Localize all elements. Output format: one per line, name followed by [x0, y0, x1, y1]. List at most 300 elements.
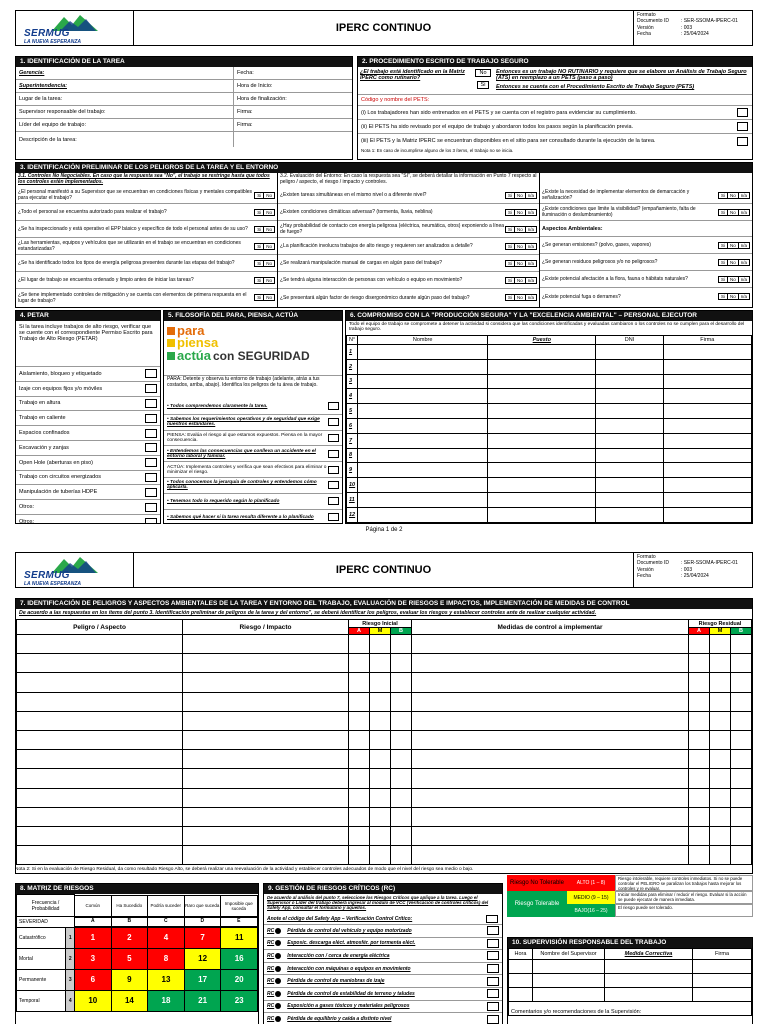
hazard-cell[interactable] — [183, 788, 349, 807]
commitment-cell[interactable] — [358, 463, 488, 478]
commitment-cell[interactable] — [358, 433, 488, 448]
commitment-cell[interactable] — [596, 478, 663, 493]
hazard-cell[interactable] — [17, 750, 183, 769]
commitment-cell[interactable] — [358, 389, 488, 404]
no-option[interactable]: No — [263, 192, 275, 199]
hazard-cell[interactable] — [17, 654, 183, 673]
hazard-cell[interactable] — [183, 807, 349, 826]
critical-risk-checkbox[interactable] — [487, 939, 499, 948]
no-option[interactable]: No — [263, 277, 275, 284]
si-option[interactable]: Si — [718, 192, 728, 199]
si-no-options[interactable] — [255, 294, 275, 301]
hazard-cell[interactable] — [17, 846, 183, 865]
hazard-cell[interactable] — [710, 673, 731, 692]
rc-code: RC — [267, 1016, 275, 1023]
petar-checkbox[interactable] — [145, 503, 157, 512]
philosophy-checkbox[interactable] — [328, 497, 339, 505]
hazard-cell[interactable] — [412, 826, 689, 845]
commitment-cell[interactable] — [596, 374, 663, 389]
hazard-cell[interactable] — [412, 673, 689, 692]
no-option[interactable]: No — [514, 277, 526, 284]
hazard-cell[interactable] — [370, 730, 391, 749]
si-option[interactable]: Si — [254, 226, 264, 233]
hazard-cell[interactable] — [17, 788, 183, 807]
hazard-cell[interactable] — [412, 711, 689, 730]
hazard-cell[interactable] — [370, 769, 391, 788]
routine-si-option[interactable]: Si — [477, 81, 490, 89]
hazard-cell[interactable] — [183, 692, 349, 711]
no-option[interactable]: No — [727, 192, 739, 199]
hazard-cell[interactable] — [370, 654, 391, 673]
si-option[interactable]: Si — [718, 209, 728, 216]
task-field-row[interactable] — [16, 80, 352, 93]
commitment-cell[interactable] — [358, 418, 488, 433]
supervision-comments[interactable]: Comentarios y/o recomendaciones de la Supervisión: — [509, 1002, 752, 1016]
commitment-cell[interactable] — [596, 448, 663, 463]
petar-checkbox[interactable] — [145, 518, 157, 524]
hazard-row[interactable] — [17, 826, 752, 845]
si-no-options[interactable] — [719, 242, 750, 249]
hazard-cell[interactable] — [689, 635, 710, 654]
commitment-cell[interactable] — [358, 359, 488, 374]
hazard-cell[interactable] — [710, 711, 731, 730]
na-option[interactable]: n/a — [738, 192, 750, 199]
hazard-cell[interactable] — [183, 673, 349, 692]
commitment-cell[interactable] — [663, 463, 751, 478]
task-field-row[interactable] — [16, 119, 352, 132]
commitment-cell[interactable] — [488, 463, 596, 478]
hazard-cell[interactable] — [349, 692, 370, 711]
commitment-cell[interactable] — [488, 345, 596, 360]
hazard-cell[interactable] — [349, 654, 370, 673]
no-option[interactable]: No — [727, 276, 739, 283]
hazard-cell[interactable] — [710, 635, 731, 654]
pets-checkbox[interactable] — [737, 122, 748, 131]
hazard-cell[interactable] — [689, 692, 710, 711]
task-field-row[interactable] — [16, 132, 352, 147]
hazard-cell[interactable] — [412, 750, 689, 769]
critical-risk-checkbox[interactable] — [487, 977, 499, 986]
hazard-row[interactable] — [17, 673, 752, 692]
hazard-row[interactable] — [17, 750, 752, 769]
hazard-cell[interactable] — [183, 846, 349, 865]
no-option[interactable]: No — [263, 260, 275, 267]
routine-no-option[interactable]: No — [475, 69, 490, 77]
si-no-options[interactable] — [506, 226, 537, 233]
hazard-cell[interactable] — [731, 750, 752, 769]
commitment-cell[interactable] — [663, 433, 751, 448]
hazard-cell[interactable] — [391, 788, 412, 807]
hazard-cell[interactable] — [731, 635, 752, 654]
commitment-row[interactable] — [347, 433, 752, 448]
si-option[interactable]: Si — [505, 192, 515, 199]
hazard-cell[interactable] — [731, 654, 752, 673]
commitment-cell[interactable] — [488, 389, 596, 404]
commitment-cell[interactable] — [488, 433, 596, 448]
hazard-row[interactable] — [17, 711, 752, 730]
si-option[interactable]: Si — [718, 276, 728, 283]
hazard-row[interactable] — [17, 654, 752, 673]
hazard-row[interactable] — [17, 846, 752, 865]
hazard-row[interactable] — [17, 692, 752, 711]
na-option[interactable]: n/a — [525, 243, 537, 250]
na-option[interactable]: n/a — [738, 259, 750, 266]
petar-checkbox[interactable] — [145, 473, 157, 482]
si-option[interactable]: Si — [505, 294, 515, 301]
hazard-row[interactable] — [17, 788, 752, 807]
hazard-cell[interactable] — [391, 673, 412, 692]
si-no-options[interactable] — [506, 260, 537, 267]
no-option[interactable]: No — [514, 192, 526, 199]
hazard-cell[interactable] — [17, 826, 183, 845]
hazard-cell[interactable] — [412, 730, 689, 749]
si-option[interactable]: Si — [505, 277, 515, 284]
hazard-cell[interactable] — [391, 711, 412, 730]
si-no-options[interactable] — [255, 260, 275, 267]
hazard-cell[interactable] — [391, 692, 412, 711]
no-option[interactable]: No — [727, 293, 739, 300]
hazard-cell[interactable] — [349, 788, 370, 807]
petar-checkbox[interactable] — [145, 384, 157, 393]
si-option[interactable]: Si — [254, 277, 264, 284]
hazard-cell[interactable] — [349, 807, 370, 826]
hazard-cell[interactable] — [710, 807, 731, 826]
hazard-cell[interactable] — [349, 673, 370, 692]
hazard-cell[interactable] — [689, 750, 710, 769]
no-option[interactable]: No — [263, 294, 275, 301]
commitment-cell[interactable] — [358, 448, 488, 463]
hazard-cell[interactable] — [689, 788, 710, 807]
hazard-cell[interactable] — [689, 846, 710, 865]
si-no-options[interactable] — [506, 277, 537, 284]
hazard-cell[interactable] — [689, 769, 710, 788]
commitment-row[interactable] — [347, 345, 752, 360]
si-option[interactable]: Si — [718, 259, 728, 266]
philosophy-checkbox[interactable] — [328, 513, 339, 521]
si-option[interactable]: Si — [254, 209, 264, 216]
na-option[interactable]: n/a — [525, 192, 537, 199]
hazard-cell[interactable] — [710, 769, 731, 788]
commitment-cell[interactable] — [663, 492, 751, 507]
safety-app-code-box[interactable] — [486, 915, 498, 923]
hazard-cell[interactable] — [391, 846, 412, 865]
si-option[interactable]: Si — [254, 192, 264, 199]
commitment-cell[interactable] — [596, 389, 663, 404]
commitment-row[interactable] — [347, 478, 752, 493]
si-no-options[interactable] — [719, 209, 750, 216]
commitment-cell[interactable] — [358, 478, 488, 493]
hazard-cell[interactable] — [689, 807, 710, 826]
si-option[interactable]: Si — [505, 226, 515, 233]
hazard-cell[interactable] — [710, 788, 731, 807]
hazard-cell[interactable] — [370, 788, 391, 807]
si-option[interactable]: Si — [505, 243, 515, 250]
si-no-options[interactable] — [719, 192, 750, 199]
hazard-cell[interactable] — [731, 730, 752, 749]
commitment-cell[interactable] — [488, 374, 596, 389]
commitment-row[interactable] — [347, 374, 752, 389]
hazard-cell[interactable] — [731, 788, 752, 807]
hazard-cell[interactable] — [391, 730, 412, 749]
commitment-cell[interactable] — [596, 507, 663, 522]
hazard-cell[interactable] — [183, 730, 349, 749]
hazard-cell[interactable] — [17, 730, 183, 749]
no-option[interactable]: No — [727, 242, 739, 249]
critical-risk-checkbox[interactable] — [487, 926, 499, 935]
commitment-cell[interactable] — [663, 448, 751, 463]
commitment-cell[interactable] — [596, 492, 663, 507]
commitment-cell[interactable] — [596, 359, 663, 374]
no-option[interactable]: No — [727, 209, 739, 216]
hazard-cell[interactable] — [17, 769, 183, 788]
task-field-row[interactable] — [16, 67, 352, 80]
commitment-cell[interactable] — [358, 492, 488, 507]
hazard-cell[interactable] — [370, 711, 391, 730]
commitment-cell[interactable] — [488, 448, 596, 463]
petar-checkbox[interactable] — [145, 429, 157, 438]
si-no-options[interactable] — [719, 259, 750, 266]
si-option[interactable]: Si — [254, 294, 264, 301]
si-no-options[interactable] — [506, 294, 537, 301]
si-option[interactable]: Si — [718, 242, 728, 249]
hazard-cell[interactable] — [391, 769, 412, 788]
petar-checkbox[interactable] — [145, 369, 157, 378]
commitment-cell[interactable] — [358, 345, 488, 360]
na-option[interactable]: n/a — [738, 293, 750, 300]
hazard-cell[interactable] — [370, 673, 391, 692]
hazard-cell[interactable] — [710, 846, 731, 865]
hazard-row[interactable] — [17, 807, 752, 826]
hazard-cell[interactable] — [391, 635, 412, 654]
si-option[interactable]: Si — [505, 209, 515, 216]
si-no-options[interactable] — [255, 277, 275, 284]
commitment-cell[interactable] — [663, 404, 751, 419]
commitment-cell[interactable] — [488, 359, 596, 374]
hazard-cell[interactable] — [689, 711, 710, 730]
si-no-options[interactable] — [255, 226, 275, 233]
hazard-cell[interactable] — [370, 692, 391, 711]
commitment-cell[interactable] — [358, 507, 488, 522]
hazard-cell[interactable] — [710, 730, 731, 749]
si-no-options[interactable] — [255, 243, 275, 250]
no-option[interactable]: No — [514, 209, 526, 216]
commitment-cell[interactable] — [488, 507, 596, 522]
si-no-options[interactable] — [255, 192, 275, 199]
no-option[interactable]: No — [263, 243, 275, 250]
commitment-cell[interactable] — [488, 478, 596, 493]
hazard-cell[interactable] — [689, 826, 710, 845]
petar-checkbox[interactable] — [145, 399, 157, 408]
hazard-cell[interactable] — [17, 692, 183, 711]
no-option[interactable]: No — [514, 294, 526, 301]
si-option[interactable]: Si — [254, 260, 264, 267]
si-no-options[interactable] — [719, 276, 750, 283]
si-no-options[interactable] — [506, 209, 537, 216]
hazard-cell[interactable] — [412, 769, 689, 788]
commitment-cell[interactable] — [663, 418, 751, 433]
hazard-cell[interactable] — [349, 846, 370, 865]
critical-risk-checkbox[interactable] — [487, 1015, 499, 1024]
no-option[interactable]: No — [263, 226, 275, 233]
petar-checkbox[interactable] — [145, 443, 157, 452]
hazard-cell[interactable] — [391, 750, 412, 769]
hazard-cell[interactable] — [731, 692, 752, 711]
hazard-cell[interactable] — [731, 807, 752, 826]
philosophy-checkbox[interactable] — [328, 466, 339, 474]
hazard-cell[interactable] — [391, 654, 412, 673]
critical-risk-checkbox[interactable] — [487, 951, 499, 960]
commitment-row[interactable] — [347, 463, 752, 478]
hazard-cell[interactable] — [370, 750, 391, 769]
commitment-cell[interactable] — [488, 404, 596, 419]
task-field-row[interactable] — [16, 106, 352, 119]
si-option[interactable]: Si — [254, 243, 264, 250]
safety-app-code-row[interactable] — [264, 914, 502, 925]
critical-risk-checkbox[interactable] — [487, 1002, 499, 1011]
hazard-cell[interactable] — [731, 846, 752, 865]
commitment-row[interactable] — [347, 359, 752, 374]
si-no-options[interactable] — [506, 243, 537, 250]
petar-checkbox[interactable] — [145, 414, 157, 423]
petar-checkbox[interactable] — [145, 488, 157, 497]
commitment-cell[interactable] — [663, 507, 751, 522]
no-option[interactable]: No — [514, 243, 526, 250]
hazard-cell[interactable] — [412, 788, 689, 807]
hazard-cell[interactable] — [183, 635, 349, 654]
frequency-letter: A — [74, 917, 112, 927]
hazard-cell[interactable] — [689, 730, 710, 749]
si-no-options[interactable] — [506, 192, 537, 199]
commitment-row[interactable] — [347, 448, 752, 463]
philosophy-checkbox[interactable] — [328, 481, 339, 489]
no-option[interactable]: No — [514, 260, 526, 267]
commitment-cell[interactable] — [663, 374, 751, 389]
no-option[interactable]: No — [263, 209, 275, 216]
hazard-cell[interactable] — [17, 711, 183, 730]
hazard-cell[interactable] — [17, 673, 183, 692]
pets-checkbox[interactable] — [737, 137, 748, 146]
si-no-options[interactable] — [719, 293, 750, 300]
petar-checkbox[interactable] — [145, 458, 157, 467]
hazard-cell[interactable] — [710, 750, 731, 769]
commitment-cell[interactable] — [596, 418, 663, 433]
pets-code-row[interactable] — [358, 95, 752, 106]
philosophy-checkbox[interactable] — [328, 434, 339, 442]
na-option[interactable]: n/a — [738, 242, 750, 249]
hazard-cell[interactable] — [689, 654, 710, 673]
commitment-cell[interactable] — [596, 345, 663, 360]
si-option[interactable]: Si — [505, 260, 515, 267]
hazard-cell[interactable] — [710, 826, 731, 845]
hazard-cell[interactable] — [349, 730, 370, 749]
commitment-cell[interactable] — [596, 463, 663, 478]
hazard-cell[interactable] — [391, 826, 412, 845]
hazard-cell[interactable] — [370, 846, 391, 865]
commitment-cell[interactable] — [358, 404, 488, 419]
commitment-cell[interactable] — [663, 389, 751, 404]
legend-bajo-range: BAJO(16 – 25) — [567, 904, 615, 917]
critical-risk-checkbox[interactable] — [487, 989, 499, 998]
commitment-cell[interactable] — [488, 418, 596, 433]
hazard-cell[interactable] — [17, 807, 183, 826]
hazard-cell[interactable] — [370, 826, 391, 845]
hazard-row[interactable] — [17, 769, 752, 788]
philosophy-checkbox[interactable] — [328, 402, 339, 410]
commitment-row[interactable] — [347, 389, 752, 404]
hazard-cell[interactable] — [731, 826, 752, 845]
critical-risk-checkbox[interactable] — [487, 964, 499, 973]
commitment-cell[interactable] — [358, 374, 488, 389]
hazard-cell[interactable] — [412, 807, 689, 826]
hazard-cell[interactable] — [412, 635, 689, 654]
hazard-cell[interactable] — [731, 673, 752, 692]
hazard-cell[interactable] — [689, 673, 710, 692]
commitment-cell[interactable] — [596, 404, 663, 419]
commitment-cell[interactable] — [663, 345, 751, 360]
na-option[interactable]: n/a — [525, 260, 537, 267]
hazard-cell[interactable] — [349, 750, 370, 769]
hazard-cell[interactable] — [349, 711, 370, 730]
si-option[interactable]: Si — [718, 293, 728, 300]
legend-medio-range: MEDIO (9 – 15) — [567, 891, 615, 904]
hazard-cell[interactable] — [349, 635, 370, 654]
hazard-cell[interactable] — [370, 635, 391, 654]
task-field-row[interactable] — [16, 93, 352, 106]
commitment-row[interactable] — [347, 418, 752, 433]
commitment-cell[interactable] — [663, 478, 751, 493]
hazard-cell[interactable] — [183, 750, 349, 769]
critical-risk-label: Pérdida de control del vehículo y equipo motorizado — [287, 927, 412, 934]
hazard-cell[interactable] — [731, 769, 752, 788]
commitment-row[interactable] — [347, 507, 752, 522]
hazard-cell[interactable] — [183, 769, 349, 788]
commitment-cell[interactable] — [663, 359, 751, 374]
hazard-row[interactable] — [17, 730, 752, 749]
hazard-cell[interactable] — [710, 692, 731, 711]
hazard-cell[interactable] — [412, 692, 689, 711]
hazard-cell[interactable] — [412, 846, 689, 865]
commitment-row[interactable] — [347, 492, 752, 507]
hazard-cell[interactable] — [349, 769, 370, 788]
commitment-cell[interactable] — [596, 433, 663, 448]
hazard-row[interactable] — [17, 635, 752, 654]
philosophy-checkbox[interactable] — [328, 450, 339, 458]
hazard-cell[interactable] — [412, 654, 689, 673]
philosophy-checkbox[interactable] — [328, 418, 339, 426]
na-option[interactable]: n/a — [525, 294, 537, 301]
hazard-cell[interactable] — [391, 807, 412, 826]
na-option[interactable]: n/a — [738, 209, 750, 216]
no-option[interactable]: No — [727, 259, 739, 266]
hazard-cell[interactable] — [370, 807, 391, 826]
hazard-cell[interactable] — [710, 654, 731, 673]
commitment-cell[interactable] — [488, 492, 596, 507]
no-option[interactable]: No — [514, 226, 526, 233]
hazard-cell[interactable] — [349, 826, 370, 845]
na-option[interactable]: n/a — [525, 209, 537, 216]
na-option[interactable]: n/a — [525, 226, 537, 233]
si-no-options[interactable] — [255, 209, 275, 216]
commitment-row[interactable] — [347, 404, 752, 419]
pets-checkbox[interactable] — [737, 108, 748, 117]
hazard-cell[interactable] — [183, 711, 349, 730]
na-option[interactable]: n/a — [738, 276, 750, 283]
hazard-cell[interactable] — [17, 635, 183, 654]
hazard-cell[interactable] — [731, 711, 752, 730]
hazard-cell[interactable] — [183, 826, 349, 845]
hazard-cell[interactable] — [183, 654, 349, 673]
na-option[interactable]: n/a — [525, 277, 537, 284]
